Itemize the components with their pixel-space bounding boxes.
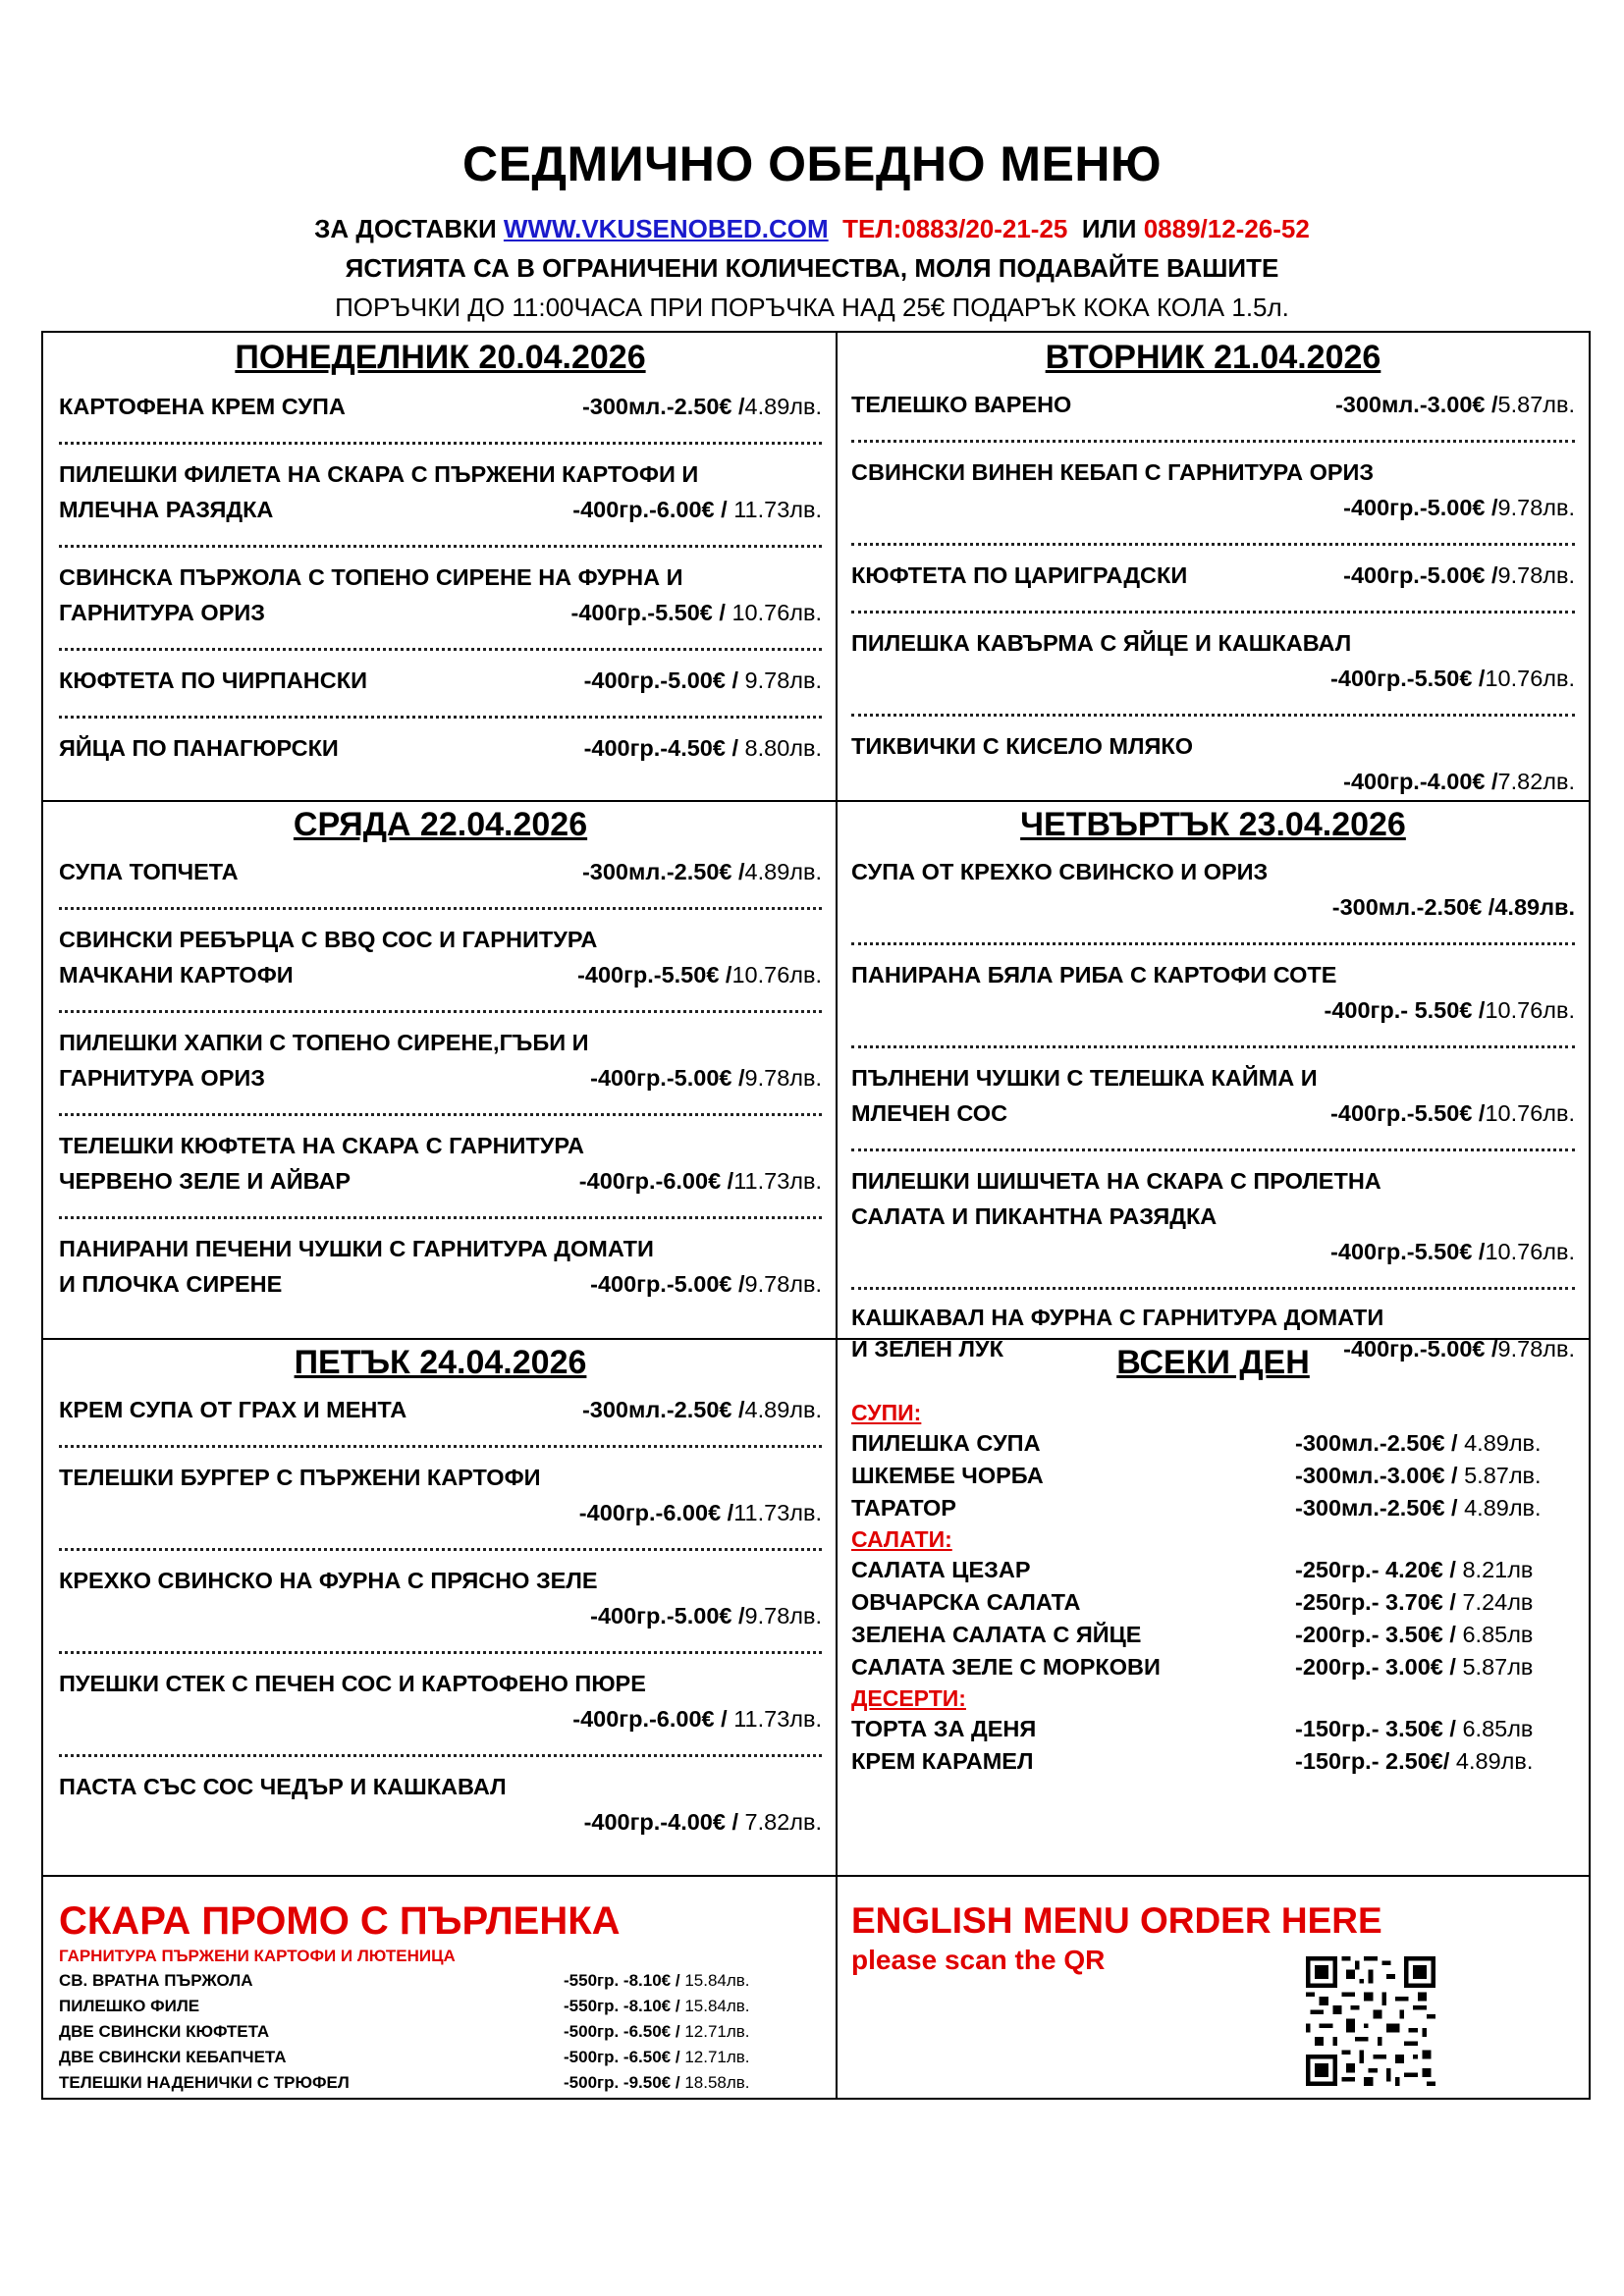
list-item: КАШКАВАЛ НА ФУРНА С ГАРНИТУРА ДОМАТИ И ЗЕЛЕН ЛУК -400гр.-5.00€ /9.78лв. — [851, 1305, 1575, 1362]
dotted-separator — [59, 634, 822, 651]
thursday-title: ЧЕТВЪРТЪК 23.04.2026 — [1020, 806, 1406, 843]
list-item: ПАСТА СЪС СОС ЧЕДЪР И КАШКАВАЛ -400гр.-4.00€ / 7.82лв. — [59, 1774, 822, 1835]
list-item: ЯЙЦА ПО ПАНАГЮРСКИ -400гр.-4.50€ / 8.80лв. — [59, 735, 822, 761]
list-item: ОВЧАРСКА САЛАТА -250гр.- 3.70€ / 7.24лв — [851, 1589, 1534, 1615]
english-menu-section — [838, 1878, 1589, 2100]
dotted-separator — [59, 1740, 822, 1757]
order-deadline-note: ПОРЪЧКИ ДО 11:00ЧАСА ПРИ ПОРЪЧКА НАД 25€ ПОДАРЪК КОКА КОЛА 1.5л. — [335, 293, 1289, 322]
list-item: ПИЛЕШКИ ХАПКИ С ТОПЕНО СИРЕНЕ,ГЪБИ И ГАРНИТУРА ОРИЗ -400гр.-5.00€ /9.78лв. — [59, 1030, 822, 1091]
website-link[interactable]: WWW.VKUSENOBED.COM — [503, 214, 829, 243]
list-item: КЮФТЕТА ПО ЧИРПАНСКИ -400гр.-5.00€ / 9.78лв. — [59, 667, 822, 693]
english-menu-subtitle: please scan the QR — [851, 1945, 1106, 1975]
list-item: ПАНИРАНИ ПЕЧЕНИ ЧУШКИ С ГАРНИТУРА ДОМАТИ И ПЛОЧКА СИРЕНЕ -400гр.-5.00€ /9.78лв. — [59, 1236, 822, 1297]
list-item: САЛАТА ЗЕЛЕ С МОРКОВИ -200гр.- 3.00€ / 5.87лв — [851, 1654, 1534, 1680]
dotted-separator — [59, 702, 822, 719]
dotted-separator — [851, 426, 1575, 443]
dotted-separator — [59, 1202, 822, 1219]
list-item: ТОРТА ЗА ДЕНЯ -150гр.- 3.50€ / 6.85лв — [851, 1716, 1534, 1741]
wednesday-title: СРЯДА 22.04.2026 — [293, 806, 588, 843]
wednesday-section — [43, 803, 836, 1302]
list-item: ПЪЛНЕНИ ЧУШКИ С ТЕЛЕШКА КАЙМА И МЛЕЧЕН СОС -400гр.-5.50€ /10.76лв. — [851, 1065, 1575, 1126]
list-item: КРЕХКО СВИНСКО НА ФУРНА С ПРЯСНО ЗЕЛЕ -400гр.-5.00€ /9.78лв. — [59, 1568, 822, 1629]
dotted-separator — [851, 700, 1575, 717]
list-item: ДВЕ СВИНСКИ КЮФТЕТА -500гр. -6.50€ / 12.71лв. — [59, 2022, 750, 2041]
delivery-line — [0, 214, 1624, 244]
dotted-separator — [851, 1273, 1575, 1290]
dotted-separator — [851, 929, 1575, 945]
desserts-heading: ДЕСЕРТИ: — [851, 1685, 966, 1711]
monday-title: ПОНЕДЕЛНИК 20.04.2026 — [235, 339, 646, 376]
dotted-separator — [59, 428, 822, 445]
dotted-separator — [59, 1534, 822, 1551]
phone-primary[interactable]: ТЕЛ:0883/20-21-25 — [842, 214, 1068, 243]
dotted-separator — [851, 597, 1575, 614]
qr-code-icon[interactable] — [1306, 1956, 1435, 2086]
list-item: ПИЛЕШКИ ШИШЧЕТА НА СКАРА С ПРОЛЕТНА САЛАТА И ПИКАНТНА РАЗЯДКА -400гр.-5.50€ /10.76лв. — [851, 1168, 1575, 1264]
dotted-separator — [59, 1431, 822, 1448]
dotted-separator — [851, 1135, 1575, 1151]
list-item: КРЕМ КАРАМЕЛ -150гр.- 2.50€/ 4.89лв. — [851, 1748, 1534, 1774]
everyday-title: ВСЕКИ ДЕН — [1116, 1344, 1310, 1381]
list-item: КРЕМ СУПА ОТ ГРАХ И МЕНТА -300мл.-2.50€ /4.89лв. — [59, 1397, 822, 1422]
list-item: ПИЛЕШКА КАВЪРМА С ЯЙЦЕ И КАШКАВАЛ -400гр.-5.50€ /10.76лв. — [851, 630, 1575, 691]
list-item: СВИНСКА ПЪРЖОЛА С ТОПЕНО СИРЕНЕ НА ФУРНА И ГАРНИТУРА ОРИЗ -400гр.-5.50€ / 10.76лв. — [59, 564, 822, 625]
list-item: СВИНСКИ ВИНЕН КЕБАП С ГАРНИТУРА ОРИЗ -400гр.-5.00€ /9.78лв. — [851, 459, 1575, 520]
list-item: ТАРАТОР -300мл.-2.50€ / 4.89лв. — [851, 1495, 1542, 1521]
friday-section — [43, 1341, 836, 1840]
dotted-separator — [851, 529, 1575, 546]
row-divider — [41, 800, 1591, 802]
everyday-section — [838, 1341, 1589, 1778]
dotted-separator — [59, 1099, 822, 1116]
list-item: ПИЛЕШКО ФИЛЕ -550гр. -8.10€ / 15.84лв. — [59, 1997, 750, 2015]
english-menu-title: ENGLISH MENU ORDER HERE — [851, 1900, 1382, 1941]
list-item: СВИНСКИ РЕБЪРЦА С BBQ СОС И ГАРНИТУРА МАЧКАНИ КАРТОФИ -400гр.-5.50€ /10.76лв. — [59, 927, 822, 988]
list-item: СУПА ТОПЧЕТА -300мл.-2.50€ /4.89лв. — [59, 859, 822, 884]
friday-title: ПЕТЪК 24.04.2026 — [294, 1344, 587, 1381]
list-item: ЗЕЛЕНА САЛАТА С ЯЙЦЕ -200гр.- 3.50€ / 6.85лв — [851, 1622, 1534, 1647]
list-item: ПУЕШКИ СТЕК С ПЕЧЕН СОС И КАРТОФЕНО ПЮРЕ -400гр.-6.00€ / 11.73лв. — [59, 1671, 822, 1732]
tuesday-section — [838, 336, 1589, 799]
dotted-separator — [59, 1637, 822, 1654]
delivery-label: ЗА ДОСТАВКИ — [314, 214, 497, 243]
page-title: СЕДМИЧНО ОБЕДНО МЕНЮ — [461, 136, 1163, 191]
list-item: ТЕЛЕШКИ НАДЕНИЧКИ С ТРЮФЕЛ -500гр. -9.50€ / 18.58лв. — [59, 2073, 750, 2092]
list-item: ТИКВИЧКИ С КИСЕЛО МЛЯКО -400гр.-4.00€ /7.82лв. — [851, 733, 1575, 794]
phone-secondary[interactable]: 0889/12-26-52 — [1143, 214, 1310, 243]
monday-section — [43, 336, 836, 766]
row-divider — [41, 1875, 1591, 1877]
list-item: СУПА ОТ КРЕХКО СВИНСКО И ОРИЗ -300мл.-2.50€ /4.89лв. — [851, 859, 1575, 920]
or-text: ИЛИ — [1081, 214, 1137, 243]
dotted-separator — [851, 1032, 1575, 1048]
list-item: КАРТОФЕНА КРЕМ СУПА -300мл.-2.50€ /4.89лв. — [59, 394, 822, 419]
soups-heading: СУПИ: — [851, 1400, 922, 1425]
promo-section — [43, 1878, 836, 2096]
list-item: ПИЛЕШКИ ФИЛЕТА НА СКАРА С ПЪРЖЕНИ КАРТОФИ И МЛЕЧНА РАЗЯДКА -400гр.-6.00€ / 11.73лв. — [59, 461, 822, 522]
tuesday-title: ВТОРНИК 21.04.2026 — [1045, 339, 1381, 376]
promo-subtitle: ГАРНИТУРА ПЪРЖЕНИ КАРТОФИ И ЛЮТЕНИЦА — [59, 1947, 456, 1965]
list-item: ДВЕ СВИНСКИ КЕБАПЧЕТА -500гр. -6.50€ / 12.71лв. — [59, 2048, 750, 2066]
dotted-separator — [59, 893, 822, 910]
limited-note: ЯСТИЯТА СА В ОГРАНИЧЕНИ КОЛИЧЕСТВА, МОЛЯ ПОДАВАЙТЕ ВАШИТЕ — [345, 253, 1279, 283]
list-item: ТЕЛЕШКИ БУРГЕР С ПЪРЖЕНИ КАРТОФИ -400гр.-6.00€ /11.73лв. — [59, 1465, 822, 1525]
salads-heading: САЛАТИ: — [851, 1526, 952, 1552]
thursday-section — [838, 803, 1589, 1364]
list-item: ТЕЛЕШКО ВАРЕНО -300мл.-3.00€ /5.87лв. — [851, 392, 1575, 417]
list-item: КЮФТЕТА ПО ЦАРИГРАДСКИ -400гр.-5.00€ /9.78лв. — [851, 562, 1575, 588]
dotted-separator — [59, 531, 822, 548]
list-item: САЛАТА ЦЕЗАР -250гр.- 4.20€ / 8.21лв — [851, 1557, 1534, 1582]
dotted-separator — [59, 996, 822, 1013]
list-item: ПИЛЕШКА СУПА -300мл.-2.50€ / 4.89лв. — [851, 1430, 1542, 1456]
list-item: ШКЕМБЕ ЧОРБА -300мл.-3.00€ / 5.87лв. — [851, 1463, 1542, 1488]
promo-title: СКАРА ПРОМО С ПЪРЛЕНКА — [59, 1899, 621, 1943]
list-item: СВ. ВРАТНА ПЪРЖОЛА -550гр. -8.10€ / 15.84лв. — [59, 1971, 750, 1990]
list-item: ПАНИРАНА БЯЛА РИБА С КАРТОФИ СОТЕ -400гр.- 5.50€ /10.76лв. — [851, 962, 1575, 1023]
list-item: ТЕЛЕШКИ КЮФТЕТА НА СКАРА С ГАРНИТУРА ЧЕРВЕНО ЗЕЛЕ И АЙВАР -400гр.-6.00€ /11.73лв. — [59, 1133, 822, 1194]
